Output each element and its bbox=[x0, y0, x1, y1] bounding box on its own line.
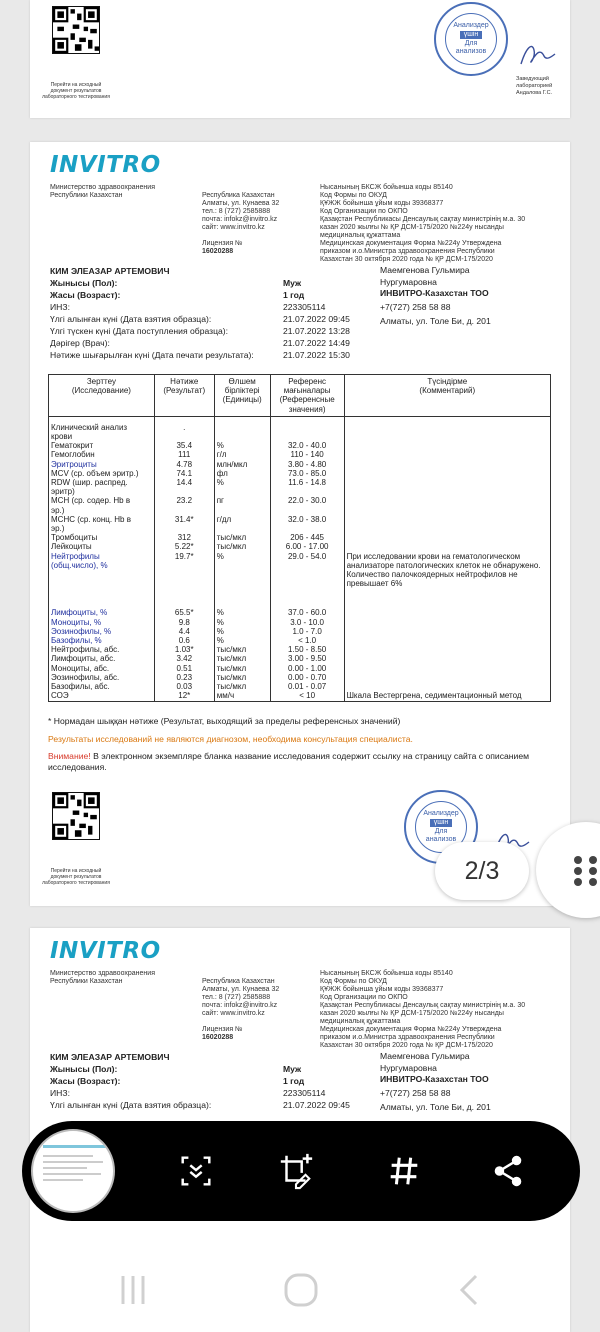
navigation-bar bbox=[0, 1240, 600, 1332]
table-row bbox=[49, 627, 551, 636]
patient-row-label: Жасы (Возраст): bbox=[50, 1076, 121, 1086]
cell-name: Лейкоциты bbox=[49, 542, 155, 551]
invitro-logo: INVITRO bbox=[50, 938, 161, 964]
cell-comment bbox=[344, 645, 550, 654]
patient-name: КИМ ЭЛЕАЗАР АРТЕМОВИЧ bbox=[50, 1052, 170, 1062]
cell-ref: 73.0 - 85.0 bbox=[270, 469, 344, 478]
cell-comment bbox=[344, 618, 550, 627]
recent-apps-icon bbox=[113, 1270, 153, 1310]
license-number: 16020288 bbox=[202, 248, 234, 255]
patient-row-label: Нәтиже шығарылған күні (Дата печати результата): bbox=[50, 350, 254, 360]
table-row bbox=[49, 478, 551, 496]
stamp-line: анализов bbox=[425, 836, 457, 843]
grip-dots-icon bbox=[574, 856, 598, 886]
cell-result: 1.03* bbox=[154, 645, 214, 654]
lab-address: Алматы, ул. Толе Би, д. 201 bbox=[380, 316, 491, 326]
cell-result: 9.8 bbox=[154, 618, 214, 627]
attention-note bbox=[48, 751, 553, 773]
cell-ref: 32.0 - 40.0 bbox=[270, 441, 344, 450]
share-button[interactable] bbox=[486, 1149, 530, 1193]
cell-ref: 3.80 - 4.80 bbox=[270, 460, 344, 469]
cell-comment bbox=[344, 460, 550, 469]
cell-name: Клинический анализ крови bbox=[49, 416, 155, 441]
qr-caption: Перейти на исходный документ результатов лабораторного тестирования bbox=[42, 868, 110, 886]
patient-info bbox=[50, 265, 380, 361]
cell-unit: % bbox=[214, 552, 270, 589]
patient-row bbox=[50, 349, 380, 361]
cell-result: 12* bbox=[154, 691, 214, 701]
cell-name: СОЭ bbox=[49, 691, 155, 701]
table-row bbox=[49, 654, 551, 663]
cell-ref: 3.00 - 9.50 bbox=[270, 654, 344, 663]
cell-comment bbox=[344, 450, 550, 459]
cell-result: 0.03 bbox=[154, 682, 214, 691]
column-header: Өлшем бірліктері (Единицы) bbox=[214, 375, 270, 417]
cell-unit: г/дл bbox=[214, 515, 270, 533]
cell-name: Нейтрофилы (общ.число), % bbox=[49, 552, 155, 589]
table-row bbox=[49, 469, 551, 478]
cell-result: 5.22* bbox=[154, 542, 214, 551]
cell-ref: 32.0 - 38.0 bbox=[270, 515, 344, 533]
cell-name: Моноциты, абс. bbox=[49, 664, 155, 673]
cell-unit: % bbox=[214, 478, 270, 496]
cell-ref: 0.01 - 0.07 bbox=[270, 682, 344, 691]
lab-stamp bbox=[434, 2, 508, 76]
cell-unit bbox=[214, 416, 270, 441]
cell-name: MCV (ср. объем эритр.) bbox=[49, 469, 155, 478]
home-button[interactable] bbox=[281, 1270, 321, 1310]
crop-edit-icon bbox=[277, 1152, 315, 1190]
cell-name: RDW (шир. распред. эритр) bbox=[49, 478, 155, 496]
address-lines: Республика Казахстан Алматы, ул. Кунаева 32 тел.: 8 (727) 2585888 почта: infokz@invitro.kz сайт: www.invitro.kz bbox=[202, 192, 280, 231]
cell-unit: % bbox=[214, 627, 270, 636]
cell-ref: < 10 bbox=[270, 691, 344, 701]
patient-row-label: Үлгі алынған күні (Дата взятия образца): bbox=[50, 1100, 212, 1110]
form-codes-text: Нысанының БКСЖ бойынша коды 85140 Код Формы по ОКУД ҚҰЖЖ бойынша ұйым коды 39368377 Код Организации по ОКПО Қазақстан Республикасы Денсаулық сақтау министрінің м.а. 30 казан 2020 жылғы № ҚР ДСМ-175/2020 №224у нысанды медициналық құжаттама Медицинская документация Форма №224у Утверждена приказом и.о.Министра здравоохранения Республики Казахстан 30 октября 2020 года № ҚР ДСМ-175/2020 bbox=[320, 970, 526, 1049]
cell-ref: 29.0 - 54.0 bbox=[270, 552, 344, 589]
cell-ref: 37.0 - 60.0 bbox=[270, 608, 344, 617]
cell-ref: 1.0 - 7.0 bbox=[270, 627, 344, 636]
cell-unit: тыс/мкл bbox=[214, 664, 270, 673]
lab-company: ИНВИТРО-Казахстан ТОО bbox=[380, 288, 489, 298]
cell-comment bbox=[344, 496, 550, 514]
cell-comment: Шкала Вестергрена, седиментационный метод bbox=[344, 691, 550, 701]
cell-result: 0.6 bbox=[154, 636, 214, 645]
cell-comment bbox=[344, 636, 550, 645]
patient-row bbox=[50, 1075, 380, 1087]
table-row bbox=[49, 533, 551, 542]
cell-name: Базофилы, абс. bbox=[49, 682, 155, 691]
cell-comment bbox=[344, 416, 550, 441]
cell-name: Гемоглобин bbox=[49, 450, 155, 459]
column-header: Нәтиже (Результат) bbox=[154, 375, 214, 417]
table-row bbox=[49, 682, 551, 691]
patient-info bbox=[50, 1051, 380, 1111]
cell-comment bbox=[344, 542, 550, 551]
cell-comment bbox=[344, 515, 550, 533]
address-lines: Республика Казахстан Алматы, ул. Кунаева 32 тел.: 8 (727) 2585888 почта: infokz@invitro.kz сайт: www.invitro.kz bbox=[202, 978, 280, 1017]
cell-comment bbox=[344, 608, 550, 617]
hashtag-button[interactable] bbox=[382, 1149, 426, 1193]
patient-row bbox=[50, 289, 380, 301]
cell-result: 0.23 bbox=[154, 673, 214, 682]
stamp-line: Анализдер bbox=[423, 810, 459, 817]
cell-name: Лимфоциты, % bbox=[49, 608, 155, 617]
footnote: * Нормадан шыққан нәтиже (Результат, выходящий за пределы референсных значений) bbox=[48, 716, 401, 726]
patient-row bbox=[50, 301, 380, 313]
cell-result: 4.4 bbox=[154, 627, 214, 636]
table-row bbox=[49, 673, 551, 682]
cell-comment: При исследовании крови на гематологическом анализаторе патологических клеток не обнаружено. Количество палочкоядерных нейтрофилов не превышает 6% bbox=[344, 552, 550, 589]
cell-comment bbox=[344, 654, 550, 663]
cell-comment bbox=[344, 478, 550, 496]
address-text bbox=[202, 970, 279, 1042]
form-codes-text: Нысанының БКСЖ бойынша коды 85140 Код Формы по ОКУД ҚҰЖЖ бойынша ұйым коды 39368377 Код Организации по ОКПО Қазақстан Республикасы Денсаулық сақтау министрінің м.а. 30 казан 2020 жылғы № ҚР ДСМ-175/2020 №224у нысанды медициналық құжаттама Медицинская документация Форма №224у Утверждена приказом и.о.Министра здравоохранения Республики Казахстан 30 октября 2020 года № ҚР ДСМ-175/2020 bbox=[320, 184, 526, 263]
table-row bbox=[49, 664, 551, 673]
cell-result: 0.51 bbox=[154, 664, 214, 673]
cell-result: 74.1 bbox=[154, 469, 214, 478]
lab-info bbox=[380, 1051, 491, 1114]
cell-comment bbox=[344, 682, 550, 691]
cell-unit: млн/мкл bbox=[214, 460, 270, 469]
warning-text: Результаты исследований не являются диагнозом, необходима консультация специалиста. bbox=[48, 734, 413, 744]
table-row bbox=[49, 645, 551, 654]
cell-comment bbox=[344, 441, 550, 450]
column-header: Зерттеу (Исследование) bbox=[49, 375, 155, 417]
page-indicator[interactable]: 2/3 bbox=[435, 842, 529, 900]
qr-pattern-icon bbox=[53, 7, 99, 53]
patient-row bbox=[50, 1099, 380, 1111]
cell-ref: 0.00 - 0.70 bbox=[270, 673, 344, 682]
lab-doctor: Маемгенова Гульмира Нургумаровна bbox=[380, 265, 470, 287]
patient-row-value: 21.07.2022 15:30 bbox=[283, 350, 350, 360]
crop-edit-button[interactable] bbox=[274, 1149, 318, 1193]
attention-text: В электронном экземпляре бланка название исследования содержит ссылку на страницу сайта с описанием исследования. bbox=[48, 751, 530, 772]
lab-doctor: Маемгенова Гульмира Нургумаровна bbox=[380, 1051, 470, 1073]
cell-result: 19.7* bbox=[154, 552, 214, 589]
qr-pattern-icon bbox=[53, 793, 99, 839]
patient-row bbox=[50, 277, 380, 289]
patient-row-label: Жасы (Возраст): bbox=[50, 290, 121, 300]
ministry-text: Министерство здравоохранения Республики Казахстан bbox=[50, 970, 155, 985]
cell-name: Моноциты, % bbox=[49, 618, 155, 627]
cell-name: Базофилы, % bbox=[49, 636, 155, 645]
cell-name: Нейтрофилы, абс. bbox=[49, 645, 155, 654]
column-header: Референс мағыналары (Референсные значения) bbox=[270, 375, 344, 417]
cell-result: 65.5* bbox=[154, 608, 214, 617]
patient-row bbox=[50, 1063, 380, 1075]
screenshot-thumbnail[interactable] bbox=[31, 1129, 115, 1213]
cell-name: Лимфоциты, абс. bbox=[49, 654, 155, 663]
patient-row-value: 21.07.2022 13:28 bbox=[283, 326, 350, 336]
scroll-capture-button[interactable] bbox=[174, 1149, 218, 1193]
patient-name: КИМ ЭЛЕАЗАР АРТЕМОВИЧ bbox=[50, 266, 170, 276]
cell-ref: 206 - 445 bbox=[270, 533, 344, 542]
lab-phone: +7(727) 258 58 88 bbox=[380, 1087, 451, 1098]
cell-ref: 0.00 - 1.00 bbox=[270, 664, 344, 673]
table-row bbox=[49, 636, 551, 645]
cell-name: Эозинофилы, % bbox=[49, 627, 155, 636]
patient-row-label: ИНЗ: bbox=[50, 302, 70, 312]
stamp-line: Для bbox=[464, 40, 478, 47]
back-button[interactable] bbox=[450, 1270, 490, 1310]
cell-unit: % bbox=[214, 441, 270, 450]
stamp-line: Анализдер bbox=[453, 22, 489, 29]
lab-phone: +7(727) 258 58 88 bbox=[380, 301, 451, 312]
patient-row-label: Жынысы (Пол): bbox=[50, 1064, 118, 1074]
patient-row-value: 223305114 bbox=[283, 1088, 326, 1098]
cell-ref bbox=[270, 416, 344, 441]
cell-unit: % bbox=[214, 618, 270, 627]
cell-unit: % bbox=[214, 608, 270, 617]
signature-icon bbox=[518, 38, 558, 70]
cell-unit: фл bbox=[214, 469, 270, 478]
table-row bbox=[49, 691, 551, 701]
table-row bbox=[49, 552, 551, 589]
patient-row-label: Дәрігер (Врач): bbox=[50, 338, 110, 348]
table-row bbox=[49, 496, 551, 514]
qr-caption: Перейти на исходный документ результатов лабораторного тестирования bbox=[42, 82, 110, 100]
patient-row-value: Муж bbox=[283, 278, 302, 288]
cell-name: Тромбоциты bbox=[49, 533, 155, 542]
patient-row-value: 21.07.2022 09:45 bbox=[283, 1100, 350, 1110]
patient-row-value: 1 год bbox=[283, 290, 305, 300]
table-row bbox=[49, 460, 551, 469]
cell-ref: 11.6 - 14.8 bbox=[270, 478, 344, 496]
patient-row-value: 223305114 bbox=[283, 302, 326, 312]
document-page-2 bbox=[30, 142, 570, 906]
stamp-line: Для bbox=[434, 828, 448, 835]
license-label: Лицензия № bbox=[202, 240, 243, 247]
patient-row-label: Үлгі түскен күні (Дата поступления образца): bbox=[50, 326, 229, 336]
screenshot-toolbar bbox=[22, 1121, 580, 1221]
cell-unit: тыс/мкл bbox=[214, 682, 270, 691]
patient-row-label: Жынысы (Пол): bbox=[50, 278, 118, 288]
cell-unit: тыс/мкл bbox=[214, 645, 270, 654]
column-header: Түсіндірме (Комментарий) bbox=[344, 375, 550, 417]
hashtag-icon bbox=[385, 1152, 423, 1190]
cell-comment bbox=[344, 627, 550, 636]
cell-result: 31.4* bbox=[154, 515, 214, 533]
patient-row-label: Үлгі алынған күні (Дата взятия образца): bbox=[50, 314, 212, 324]
spacer-row bbox=[49, 588, 551, 608]
table-row bbox=[49, 515, 551, 533]
lab-info bbox=[380, 265, 491, 328]
cell-unit: тыс/мкл bbox=[214, 673, 270, 682]
cell-name: Эозинофилы, абс. bbox=[49, 673, 155, 682]
table-row bbox=[49, 542, 551, 551]
back-icon bbox=[450, 1270, 490, 1310]
cell-unit: тыс/мкл bbox=[214, 654, 270, 663]
patient-row bbox=[50, 313, 380, 325]
patient-row-label: ИНЗ: bbox=[50, 1088, 70, 1098]
signature-caption: Заведующий лабораторией Андалова Г.С. bbox=[516, 76, 553, 96]
qr-code bbox=[52, 792, 100, 840]
cell-result: . bbox=[154, 416, 214, 441]
patient-row bbox=[50, 337, 380, 349]
lab-address: Алматы, ул. Толе Би, д. 201 bbox=[380, 1102, 491, 1112]
scroll-capture-icon bbox=[177, 1152, 215, 1190]
cell-result: 4.78 bbox=[154, 460, 214, 469]
patient-row bbox=[50, 1087, 380, 1099]
cell-ref: 22.0 - 30.0 bbox=[270, 496, 344, 514]
cell-comment bbox=[344, 673, 550, 682]
address-text bbox=[202, 184, 279, 256]
license-label: Лицензия № bbox=[202, 1026, 243, 1033]
cell-unit: тыс/мкл bbox=[214, 533, 270, 542]
cell-comment bbox=[344, 533, 550, 542]
cell-unit: пг bbox=[214, 496, 270, 514]
patient-row-value: 21.07.2022 14:49 bbox=[283, 338, 350, 348]
qr-code bbox=[52, 6, 100, 54]
invitro-logo: INVITRO bbox=[50, 152, 161, 178]
cell-ref: 110 - 140 bbox=[270, 450, 344, 459]
cell-name: Эритроциты bbox=[49, 460, 155, 469]
table-row bbox=[49, 416, 551, 441]
cell-result: 23.2 bbox=[154, 496, 214, 514]
table-row bbox=[49, 618, 551, 627]
cell-ref: 3.0 - 10.0 bbox=[270, 618, 344, 627]
table-row bbox=[49, 441, 551, 450]
stamp-line: үшін bbox=[460, 31, 483, 39]
cell-result: 312 bbox=[154, 533, 214, 542]
table-row bbox=[49, 450, 551, 459]
patient-row-value: 21.07.2022 09:45 bbox=[283, 314, 350, 324]
patient-row bbox=[50, 325, 380, 337]
stamp-line: үшін bbox=[430, 819, 453, 827]
cell-unit: тыс/мкл bbox=[214, 542, 270, 551]
share-icon bbox=[489, 1152, 527, 1190]
document-page-1 bbox=[30, 0, 570, 118]
recent-apps-button[interactable] bbox=[113, 1270, 153, 1310]
cell-ref: < 1.0 bbox=[270, 636, 344, 645]
cell-ref: 1.50 - 8.50 bbox=[270, 645, 344, 654]
cell-name: MCH (ср. содер. Hb в эр.) bbox=[49, 496, 155, 514]
patient-row-value: Муж bbox=[283, 1064, 302, 1074]
patient-row-value: 1 год bbox=[283, 1076, 305, 1086]
cell-comment bbox=[344, 664, 550, 673]
ministry-text: Министерство здравоохранения Республики Казахстан bbox=[50, 184, 155, 199]
cell-result: 14.4 bbox=[154, 478, 214, 496]
cell-result: 35.4 bbox=[154, 441, 214, 450]
cell-result: 3.42 bbox=[154, 654, 214, 663]
attention-label: Внимание! bbox=[48, 751, 91, 761]
table-row bbox=[49, 608, 551, 617]
cell-name: Гематокрит bbox=[49, 441, 155, 450]
home-icon bbox=[281, 1270, 321, 1310]
cell-name: MCHC (ср. конц. Hb в эр.) bbox=[49, 515, 155, 533]
results-table bbox=[48, 374, 551, 702]
cell-result: 111 bbox=[154, 450, 214, 459]
stamp-line: анализов bbox=[455, 48, 487, 55]
cell-unit: % bbox=[214, 636, 270, 645]
cell-unit: мм/ч bbox=[214, 691, 270, 701]
cell-unit: г/л bbox=[214, 450, 270, 459]
cell-comment bbox=[344, 469, 550, 478]
lab-company: ИНВИТРО-Казахстан ТОО bbox=[380, 1074, 489, 1084]
cell-ref: 6.00 - 17.00 bbox=[270, 542, 344, 551]
license-number: 16020288 bbox=[202, 1034, 234, 1041]
